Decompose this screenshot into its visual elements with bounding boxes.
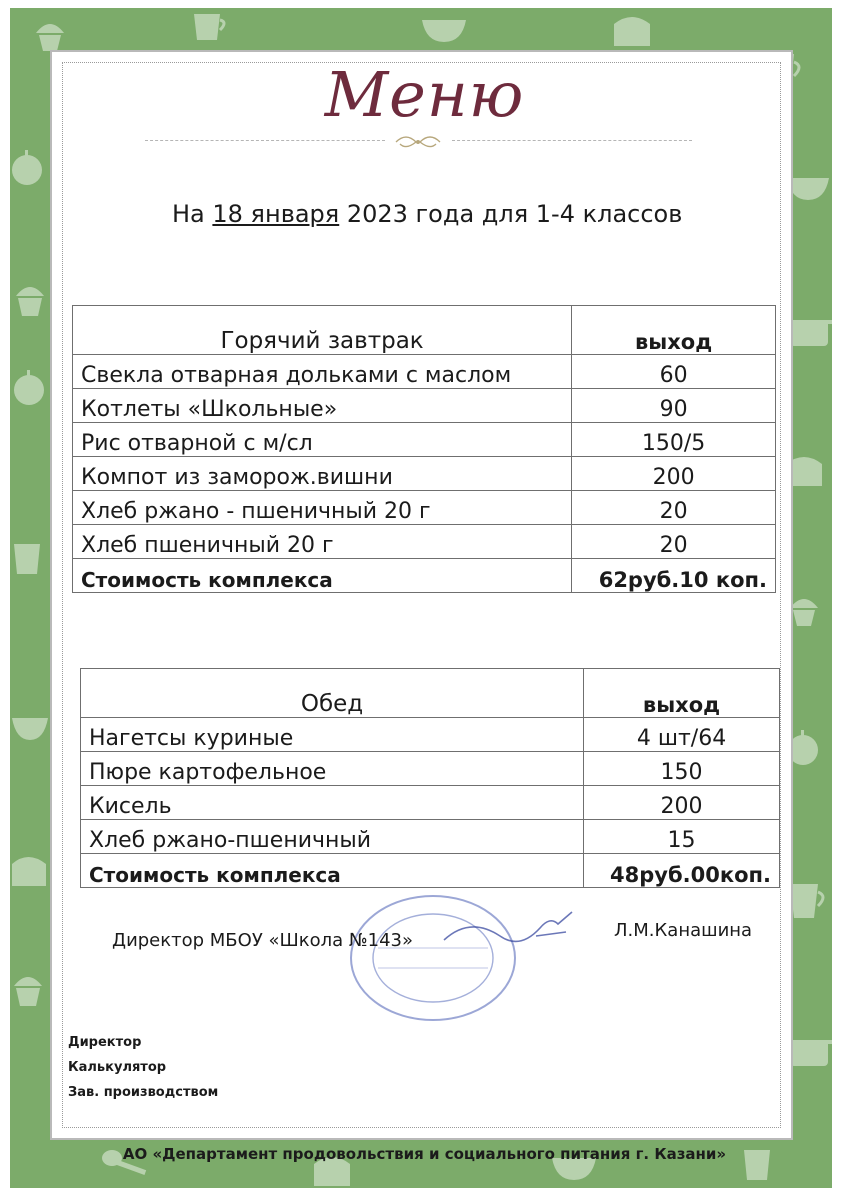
flourish-ornament-icon [392, 132, 444, 154]
item-value: 90 [572, 389, 776, 423]
table-header-row [73, 306, 776, 355]
subtitle-prefix: На [172, 200, 213, 228]
cupcake-icon [30, 13, 70, 53]
item-name: Свекла отварная дольками с маслом [73, 355, 572, 389]
apple-icon [10, 148, 44, 188]
item-value: 200 [584, 786, 780, 820]
table-row [81, 820, 780, 854]
menu-subtitle [172, 200, 682, 228]
table-row [73, 457, 776, 491]
table-row [73, 423, 776, 457]
total-row [81, 854, 780, 888]
total-value: 48руб.00коп. [584, 854, 780, 888]
table-row [81, 718, 780, 752]
breakfast-table [72, 305, 776, 593]
table-row [73, 491, 776, 525]
item-name: Котлеты «Школьные» [73, 389, 572, 423]
cup-icon [10, 538, 50, 578]
lunch-header: Обед [81, 669, 584, 718]
item-name: Рис отварной с м/сл [73, 423, 572, 457]
signature-lines [68, 1030, 218, 1105]
cake-icon [10, 848, 50, 888]
sign-line-director: Директор [68, 1035, 142, 1050]
item-name: Хлеб пшеничный 20 г [73, 525, 572, 559]
sign-line-calculator: Калькулятор [68, 1060, 167, 1075]
item-value: 150 [584, 752, 780, 786]
table-row [81, 786, 780, 820]
lunch-table [80, 668, 780, 888]
item-name: Хлеб ржано-пшеничный [81, 820, 584, 854]
table-row [73, 389, 776, 423]
cupcake-icon [12, 278, 48, 318]
item-name: Компот из заморож.вишни [73, 457, 572, 491]
table-row [81, 752, 780, 786]
title-divider-left [145, 140, 385, 141]
item-name: Хлеб ржано - пшеничный 20 г [73, 491, 572, 525]
item-value: 20 [572, 491, 776, 525]
item-value: 60 [572, 355, 776, 389]
table-header-row [81, 669, 780, 718]
menu-title: Меню [324, 58, 525, 131]
table-row [73, 525, 776, 559]
director-name: Л.М.Канашина [614, 920, 753, 941]
breakfast-header: Горячий завтрак [73, 306, 572, 355]
cup-icon [190, 8, 230, 44]
bowl-icon [10, 708, 50, 742]
item-name: Пюре картофельное [81, 752, 584, 786]
lunch-value-header: выход [584, 669, 780, 718]
item-value: 150/5 [572, 423, 776, 457]
item-value: 4 шт/64 [584, 718, 780, 752]
title-divider-right [452, 140, 692, 141]
item-value: 200 [572, 457, 776, 491]
table-row [73, 355, 776, 389]
footer-organization: АО «Департамент продовольствия и социального питания г. Казани» [122, 1145, 727, 1163]
apple-icon [12, 368, 46, 408]
cupcake-icon [10, 968, 46, 1008]
cake-icon [610, 8, 654, 48]
total-value: 62руб.10 коп. [572, 559, 776, 593]
total-label: Стоимость комплекса [81, 854, 584, 888]
total-row [73, 559, 776, 593]
total-label: Стоимость комплекса [73, 559, 572, 593]
subtitle-date: 18 января [212, 200, 340, 228]
item-name: Нагетсы куриные [81, 718, 584, 752]
item-name: Кисель [81, 786, 584, 820]
item-value: 15 [584, 820, 780, 854]
item-value: 20 [572, 525, 776, 559]
sign-line-production: Зав. производством [68, 1085, 219, 1100]
director-signature-icon [440, 906, 580, 956]
subtitle-suffix: 2023 года для 1-4 классов [339, 200, 683, 228]
breakfast-value-header: выход [572, 306, 776, 355]
director-line: Директор МБОУ «Школа №143» [112, 930, 414, 951]
bowl-icon [420, 10, 468, 44]
